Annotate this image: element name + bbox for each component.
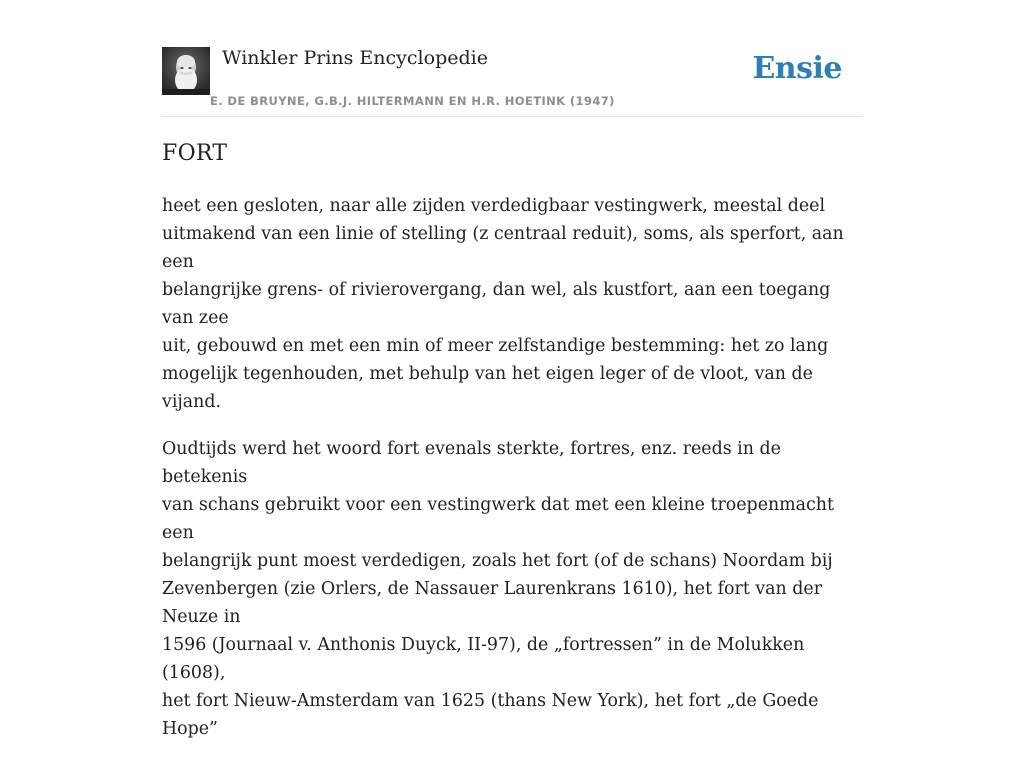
article-paragraph: Oudtijds werd het woord fort evenals sterkte, fortres, enz. reeds in de betekenis van schans gebruikt voor een vestingwerk dat met een kleine troepenmacht een belangrijk punt moest verdedigen, zoals het fort (of de schans) Noordam bij Zevenbergen (zie Orlers, de Nassauer Laurenkrans 1610), het fort van der Neuze in 1596 (Journaal v. Anthonis Duyck, II-97), de „fortressen” in de Molukken (1608), het fort Nieuw-Amsterdam van 1625 (thans New York), het fort „de Goede Hope” xyxy=(162,439,834,739)
article-body xyxy=(162,192,867,762)
source-header xyxy=(162,46,862,117)
article-paragraph: heet een gesloten, naar alle zijden verdedigbaar vestingwerk, meestal deel uitmakend van een linie of stelling (z centraal reduit), soms, als sperfort, aan een belangrijke grens- of rivierovergang, dan wel, als kustfort, aan een toegang van zee uit, gebouwd en met een min of meer zelfstandige bestemming: het zo lang mogelijk tegenhouden, met behulp van het eigen leger of de vloot, van de vijand. xyxy=(162,196,844,412)
source-authors: E. DE BRUYNE, G.B.J. HILTERMANN EN H.R. HOETINK (1947) xyxy=(210,94,615,108)
page-title: FORT xyxy=(162,141,228,166)
ensie-logo[interactable]: Ensie xyxy=(752,51,842,86)
source-title[interactable]: Winkler Prins Encyclopedie xyxy=(222,47,488,69)
author-portrait-icon xyxy=(162,47,210,95)
